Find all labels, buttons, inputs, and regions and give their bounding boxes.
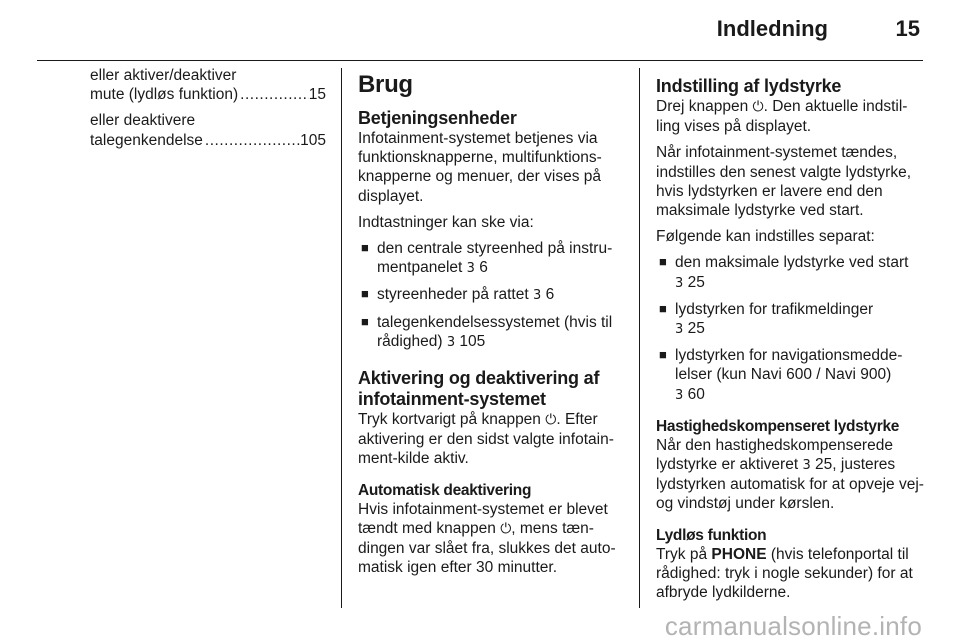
paragraph-text: . Den aktuelle indstil-ling vises på displayet.: [656, 98, 908, 136]
right-column: [656, 76, 926, 609]
paragraph: [358, 500, 628, 578]
toc-entry-title: talegenkendelse: [90, 131, 203, 149]
section-heading-brug: Brug: [358, 71, 413, 98]
toc-page-number: 15: [308, 86, 326, 104]
list-item: [656, 253, 926, 292]
paragraph: [656, 545, 926, 603]
page-reference-icon: 3: [466, 261, 475, 277]
toc-entry[interactable]: [90, 111, 326, 149]
paragraph-text: Når den hastighedskompenserede lydstyrke er aktiveret: [656, 436, 893, 474]
paragraph-text: (hvis telefonportal til rådighed: tryk i nogle sekunder) for at afbryde lydkilderne.: [656, 545, 913, 602]
page-reference-link[interactable]: 60: [687, 385, 705, 403]
paragraph-text: Tryk på: [656, 545, 708, 563]
page-reference-link[interactable]: 25: [687, 273, 705, 291]
header-divider: [37, 60, 923, 61]
watermark: carmanualsonline.info: [664, 611, 922, 641]
page-reference-icon: 3: [675, 275, 684, 291]
page-reference-link[interactable]: 25: [687, 320, 705, 338]
middle-column: [358, 66, 628, 584]
page-reference-icon: 3: [675, 387, 684, 403]
paragraph: [656, 436, 926, 514]
page-reference-icon: 3: [802, 458, 811, 474]
toc-leader-dots: [238, 85, 309, 104]
list-item: [358, 285, 628, 305]
list-item-text: den centrale styreenhed på instru-mentpanelet: [377, 240, 613, 277]
paragraph-text: Drej knappen: [656, 98, 749, 115]
paragraph-text: . Efter aktivering er den sidst valgte infotain-ment-kilde aktiv.: [358, 411, 614, 468]
toc-column: [90, 66, 326, 157]
heading-lydloes-funktion: Lydløs funktion: [656, 526, 767, 544]
list-item-text: styreenheder på rattet: [377, 286, 529, 304]
column-divider-2: [639, 68, 640, 608]
toc-entry-line1: eller aktiver/deaktiver: [90, 67, 237, 84]
list-item-text: talegenkendelsessystemet (hvis til rådighed): [377, 313, 613, 350]
heading-hastighedskompenseret: Hastighedskompenseret lydstyrke: [656, 417, 900, 435]
power-button-icon: ⏻: [545, 412, 557, 429]
volume-settings-list: [656, 253, 926, 404]
paragraph: Når infotainment-systemet tændes, indstilles den senest valgte lydstyrke, hvis lydstyrken er lavere end den maksimale lydstyrke ved start.: [656, 144, 912, 220]
paragraph-text: Tryk kortvarigt på knappen: [358, 411, 541, 429]
toc-page-number: 105: [300, 131, 326, 149]
power-button-icon: ⏻: [500, 520, 512, 537]
subheading-lydstyrke: Indstilling af lydstyrke: [656, 76, 842, 96]
page-header-title: Indledning: [716, 16, 828, 41]
paragraph-text: , justeres lydstyrken automatisk for at opveje vej- og vindstøj under kørslen.: [656, 456, 924, 513]
heading-automatisk-deaktivering: Automatisk deaktivering: [358, 481, 532, 499]
page-reference-link[interactable]: 105: [459, 332, 486, 350]
page-number: 15: [895, 16, 920, 41]
list-item-text: den maksimale lydstyrke ved start: [675, 254, 909, 272]
subheading-betjeningsenheder: Betjeningsenheder: [358, 108, 517, 128]
list-item: [656, 346, 926, 405]
toc-entry-title: mute (lydløs funktion): [90, 86, 239, 104]
list-item-text: lydstyrken for navigationsmedde-lelser (kun Navi 600 / Navi 900): [675, 347, 903, 384]
paragraph: [656, 97, 926, 136]
page-reference-icon: 3: [675, 322, 684, 338]
toc-entry[interactable]: [90, 66, 326, 104]
list-item: [358, 239, 628, 278]
subheading-aktivering: Aktivering og deaktivering af infotainment-systemet: [358, 368, 600, 410]
page-reference-icon: 3: [446, 334, 456, 350]
paragraph-text: Hvis infotainment-systemet er blevet tændt med knappen: [358, 500, 608, 537]
phone-button-label: PHONE: [711, 545, 767, 563]
paragraph: Indtastninger kan ske via:: [358, 213, 534, 231]
toc-leader-dots: [203, 131, 300, 150]
paragraph: [358, 410, 628, 469]
toc-entry-line1: eller deaktivere: [90, 112, 196, 130]
list-item: [358, 313, 628, 352]
paragraph-text: , mens tæn-dingen var slået fra, slukkes det auto-matisk igen efter 30 minutter.: [358, 519, 616, 577]
input-methods-list: [358, 239, 628, 352]
paragraph: Infotainment-systemet betjenes via funktionsknapperne, multifunktions-knapperne og menuer, der vises på displayet.: [358, 130, 602, 205]
power-button-icon: ⏻: [752, 99, 764, 115]
page-reference-link[interactable]: 6: [545, 286, 555, 304]
page-reference-icon: 3: [532, 288, 542, 304]
list-item: [656, 300, 926, 339]
page-reference-link[interactable]: 25: [815, 456, 833, 474]
list-item-text: lydstyrken for trafikmeldinger: [675, 300, 874, 318]
page-reference-link[interactable]: 6: [479, 259, 488, 277]
column-divider-1: [341, 68, 342, 608]
paragraph: Følgende kan indstilles separat:: [656, 228, 875, 246]
